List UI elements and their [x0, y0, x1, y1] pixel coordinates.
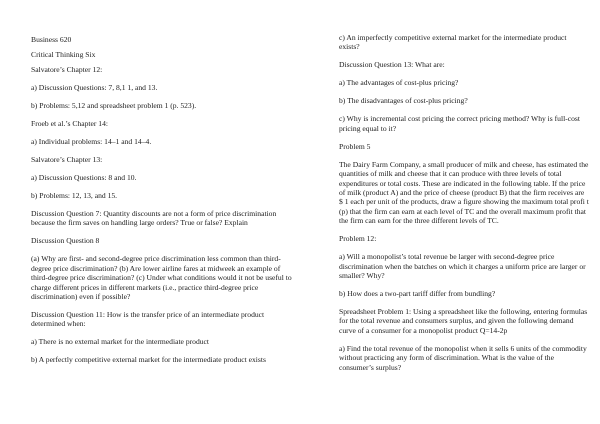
question-item: b) A perfectly competitive external market for the intermediate product exists [31, 355, 266, 365]
question-item: c) An imperfectly competitive external market for the intermediate product exists? [339, 33, 567, 52]
question-paragraph: Discussion Question 11: How is the transfer price of an intermediate product determined when: [31, 310, 265, 329]
problem-paragraph: The Dairy Farm Company, a small producer of milk and cheese, has estimated the quantities of milk and cheese that it can produce with three levels of total expenditures or total costs. These are indicated in the following table. If the price of milk (product A) and the price of cheese (product B) that the firm receives are $ 1 each per unit of the products, draw a figure showing the maximum total profi t (p) that the firm can earn at each level of TC and the overall maximum profit that the firm can earn for the three different levels of TC. [339, 159, 589, 226]
section-heading: Problem 5 [339, 141, 371, 151]
section-heading: Discussion Question 13: What are: [339, 60, 445, 70]
question-item: b) The disadvantages of cost-plus pricing? [339, 96, 468, 106]
question-item: c) Why is incremental cost pricing the correct pricing method? Why is full-cost pricing equal to it? [339, 114, 580, 133]
assignment-title: Critical Thinking Six [31, 50, 96, 59]
left-column [31, 35, 293, 373]
question-paragraph: (a) Why are first- and second-degree price discrimination less common than third-degree price discrimination? (b) Are lower airline fares at midweek an example of third-degree price discrimination? (c) Under what conditions would it not be useful to charge different prices in different markets (i.e., practice third-degree price discrimination) even if possible? [31, 254, 292, 302]
question-item: b) How does a two-part tariff differ from bundling? [339, 289, 496, 299]
question-item: a) Will a monopolist’s total revenue be larger with second-degree price discrimination when the batches on which it charges a uniform price are larger or smaller? Why? [339, 252, 586, 281]
assignment-item: b) Problems: 12, 13, and 15. [31, 191, 118, 200]
assignment-item: a) Discussion Questions: 8 and 10. [31, 173, 137, 182]
section-heading: Salvatore’s Chapter 13: [31, 155, 103, 164]
question-item: a) The advantages of cost-plus pricing? [339, 78, 459, 88]
assignment-item: a) Discussion Questions: 7, 8,1 1, and 13. [31, 83, 158, 92]
section-heading: Discussion Question 8 [31, 236, 100, 246]
question-item: a) There is no external market for the intermediate product [31, 337, 210, 347]
right-column [339, 33, 589, 381]
problem-paragraph: Spreadsheet Problem 1: Using a spreadsheet like the following, entering formulas for the total revenue and consumers surplus, and given the following demand curve of a consumer for a monopolist product Q=14-2p [339, 307, 588, 335]
section-heading: Problem 12: [339, 234, 377, 244]
question-paragraph: Discussion Question 7: Quantity discounts are not a form of price discrimination because the firm saves on handling large orders? True or false? Explain [31, 209, 277, 228]
question-item: a) Find the total revenue of the monopolist when it sells 6 units of the commodity without practicing any form of discrimination. What is the value of the consumer’s surplus? [339, 343, 587, 372]
assignment-item: a) Individual problems: 14–1 and 14–4. [31, 137, 152, 146]
assignment-item: b) Problems: 5,12 and spreadsheet problem 1 (p. 523). [31, 101, 197, 110]
section-heading: Froeb et al.’s Chapter 14: [31, 119, 108, 128]
section-heading: Salvatore’s Chapter 12: [31, 65, 103, 74]
course-title: Business 620 [31, 35, 72, 44]
